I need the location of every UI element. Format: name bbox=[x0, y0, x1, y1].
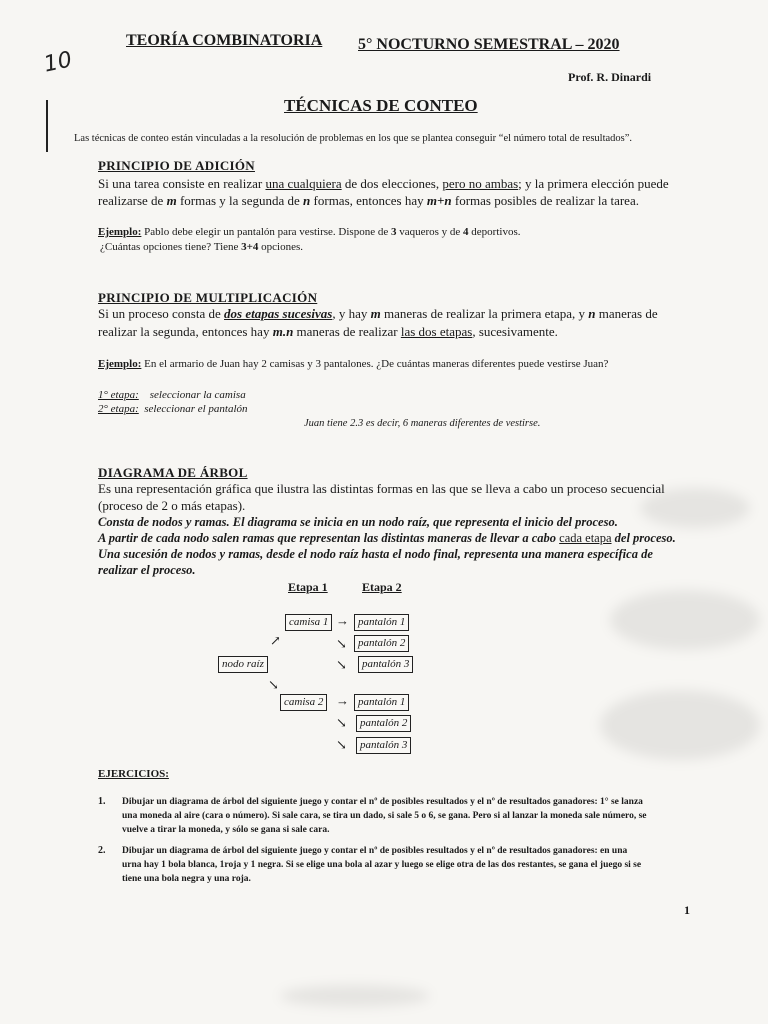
text: , y hay bbox=[332, 306, 371, 321]
exercise-2-number: 2. bbox=[98, 845, 106, 856]
tree-stage-2-label: Etapa 2 bbox=[362, 580, 402, 594]
adicion-line-2 bbox=[98, 193, 639, 209]
text: n bbox=[303, 193, 311, 208]
text: seleccionar el pantalón bbox=[144, 403, 248, 415]
multiplicacion-line-2 bbox=[98, 324, 558, 340]
text: realizarse de bbox=[98, 193, 167, 208]
etapa-2-line bbox=[98, 403, 248, 415]
tree-branch-arrow: → bbox=[336, 693, 349, 708]
text: formas, entonces hay bbox=[310, 193, 427, 208]
intro-text: Las técnicas de conteo están vinculadas a la resolución de problemas en los que se plantea conseguir “el número total de resultados”. bbox=[74, 133, 633, 144]
adicion-example-line-1 bbox=[98, 226, 521, 238]
exercise-1-line-1: Dibujar un diagrama de árbol del siguiente juego y contar el nº de posibles resultados y el nº de resultados ganadores: 1° se lanza bbox=[122, 797, 643, 807]
course-level: 5° NOCTURNO SEMESTRAL – 2020 bbox=[358, 36, 620, 53]
text: de dos elecciones, bbox=[341, 176, 443, 191]
tree-branch-arrow: ↘ bbox=[268, 677, 279, 692]
text: 3+4 bbox=[241, 241, 259, 253]
etapa-label: 2° etapa: bbox=[98, 403, 139, 415]
tree-node-pantalon-2b: pantalón 2 bbox=[356, 715, 411, 732]
text: vaqueros y de bbox=[396, 226, 464, 238]
tree-branch-arrow: → bbox=[336, 613, 349, 628]
text: A partir de cada nodo salen ramas que representan las distintas maneras de llevar a cabo bbox=[98, 531, 560, 545]
section-heading-adicion: PRINCIPIO DE ADICIÓN bbox=[98, 158, 255, 173]
text: deportivos. bbox=[468, 226, 521, 238]
text: una cualquiera bbox=[265, 176, 342, 191]
exercise-2-line-3: tiene una bola negra y una roja. bbox=[122, 874, 251, 884]
margin-line bbox=[46, 100, 48, 152]
etapa-label: 1° etapa: bbox=[98, 389, 139, 401]
text: n bbox=[588, 306, 596, 321]
scan-smudge bbox=[600, 690, 760, 760]
tree-node-pantalon-3b: pantalón 3 bbox=[356, 737, 411, 754]
tree-node-pantalon-1a: pantalón 1 bbox=[354, 614, 409, 631]
tree-branch-arrow: ↗ bbox=[270, 633, 281, 648]
exercise-2-line-2: urna hay 1 bola blanca, 1roja y 1 negra. Si se elige una bola al azar y luego se elige otra de las dos restantes, se gana el juego si se bbox=[122, 860, 642, 870]
text: ; y la primera elección puede bbox=[518, 176, 669, 191]
exercise-2-line-1: Dibujar un diagrama de árbol del siguiente juego y contar el nº de posibles resultados y el nº de resultados ganadores: en una bbox=[122, 846, 628, 856]
text: seleccionar la camisa bbox=[149, 389, 246, 401]
text: pero no ambas bbox=[442, 176, 519, 191]
tree-node-camisa-2: camisa 2 bbox=[280, 694, 327, 711]
page-number: 1 bbox=[684, 903, 690, 917]
text: Si un proceso consta de bbox=[98, 306, 225, 321]
adicion-line-1 bbox=[98, 176, 669, 192]
tree-node-pantalon-2a: pantalón 2 bbox=[354, 635, 409, 652]
arbol-line-4 bbox=[98, 531, 676, 546]
exercises-heading: EJERCICIOS: bbox=[98, 768, 169, 780]
exercise-1-number: 1. bbox=[98, 796, 106, 807]
multiplicacion-example bbox=[98, 358, 608, 370]
course-title: TEORÍA COMBINATORIA bbox=[126, 32, 323, 49]
text: maneras de realizar bbox=[293, 324, 401, 339]
section-heading-multiplicacion: PRINCIPIO DE MULTIPLICACIÓN bbox=[98, 290, 318, 305]
section-heading-arbol: DIAGRAMA DE ÁRBOL bbox=[98, 465, 248, 480]
tree-branch-arrow: ↘ bbox=[336, 737, 347, 752]
text: maneras de realizar la primera etapa, y bbox=[380, 306, 589, 321]
multiplicacion-line-1 bbox=[98, 306, 658, 322]
exercise-1-line-3: vuelve a tirar la moneda, y sólo se gana si sale cara. bbox=[122, 825, 330, 835]
text: dos etapas sucesivas bbox=[224, 306, 333, 321]
handwritten-mark: 10 bbox=[41, 47, 75, 78]
tree-branch-arrow: ↘ bbox=[336, 636, 347, 651]
tree-node-pantalon-1b: pantalón 1 bbox=[354, 694, 409, 711]
arbol-line-1: Es una representación gráfica que ilustra las distintas formas en las que se lleva a cabo un proceso secuencial bbox=[98, 481, 665, 496]
arbol-line-2: (proceso de 2 o más etapas). bbox=[98, 498, 246, 513]
text: m bbox=[166, 193, 177, 208]
text: ¿Cuántas opciones tiene? Tiene bbox=[100, 241, 242, 253]
example-label: Ejemplo: bbox=[98, 226, 142, 238]
text: cada etapa bbox=[559, 531, 612, 545]
arbol-line-3: Consta de nodos y ramas. El diagrama se inicia en un nodo raíz, que representa el inicio del proceso. bbox=[98, 515, 618, 529]
text: Pablo debe elegir un pantalón para vestirse. Dispone de bbox=[141, 226, 391, 238]
tree-node-root: nodo raíz bbox=[218, 656, 268, 673]
text: opciones. bbox=[258, 241, 304, 253]
text: maneras de bbox=[595, 306, 658, 321]
arbol-line-5: Una sucesión de nodos y ramas, desde el nodo raíz hasta el nodo final, representa una manera específica de bbox=[98, 547, 653, 561]
text: las dos etapas bbox=[400, 324, 473, 339]
text: formas posibles de realizar la tarea. bbox=[451, 193, 639, 208]
text: m bbox=[370, 306, 381, 321]
text: 3 bbox=[390, 226, 397, 238]
professor: Prof. R. Dinardi bbox=[568, 70, 652, 84]
text: , sucesivamente. bbox=[472, 324, 558, 339]
exercise-1-line-2: una moneda al aire (cara o número). Si sale cara, se tira un dado, si sale 5 o 6, se gana. Pero si al lanzar la moneda sale número, se bbox=[122, 811, 647, 821]
tree-branch-arrow: ↘ bbox=[336, 715, 347, 730]
page-title: TÉCNICAS DE CONTEO bbox=[284, 96, 478, 115]
text: Si una tarea consiste en realizar bbox=[98, 176, 266, 191]
text: del proceso. bbox=[611, 531, 676, 545]
text: m+n bbox=[426, 193, 452, 208]
scan-smudge bbox=[610, 590, 760, 650]
tree-node-camisa-1: camisa 1 bbox=[285, 614, 332, 631]
etapa-1-line bbox=[98, 389, 246, 401]
example-label: Ejemplo: bbox=[98, 358, 142, 370]
text: 4 bbox=[463, 226, 469, 238]
text: En el armario de Juan hay 2 camisas y 3 pantalones. ¿De cuántas maneras diferentes puede vestirse Juan? bbox=[141, 358, 609, 370]
adicion-example-line-2 bbox=[100, 241, 303, 253]
multiplicacion-result: Juan tiene 2.3 es decir, 6 maneras diferentes de vestirse. bbox=[304, 418, 541, 429]
tree-branch-arrow: ↘ bbox=[336, 657, 347, 672]
tree-node-pantalon-3a: pantalón 3 bbox=[358, 656, 413, 673]
tree-stage-1-label: Etapa 1 bbox=[288, 580, 328, 594]
text: realizar la segunda, entonces hay bbox=[98, 324, 273, 339]
arbol-line-6: realizar el proceso. bbox=[98, 563, 196, 577]
text: m.n bbox=[272, 324, 294, 339]
text: formas y la segunda de bbox=[176, 193, 304, 208]
scan-smudge bbox=[280, 985, 430, 1007]
